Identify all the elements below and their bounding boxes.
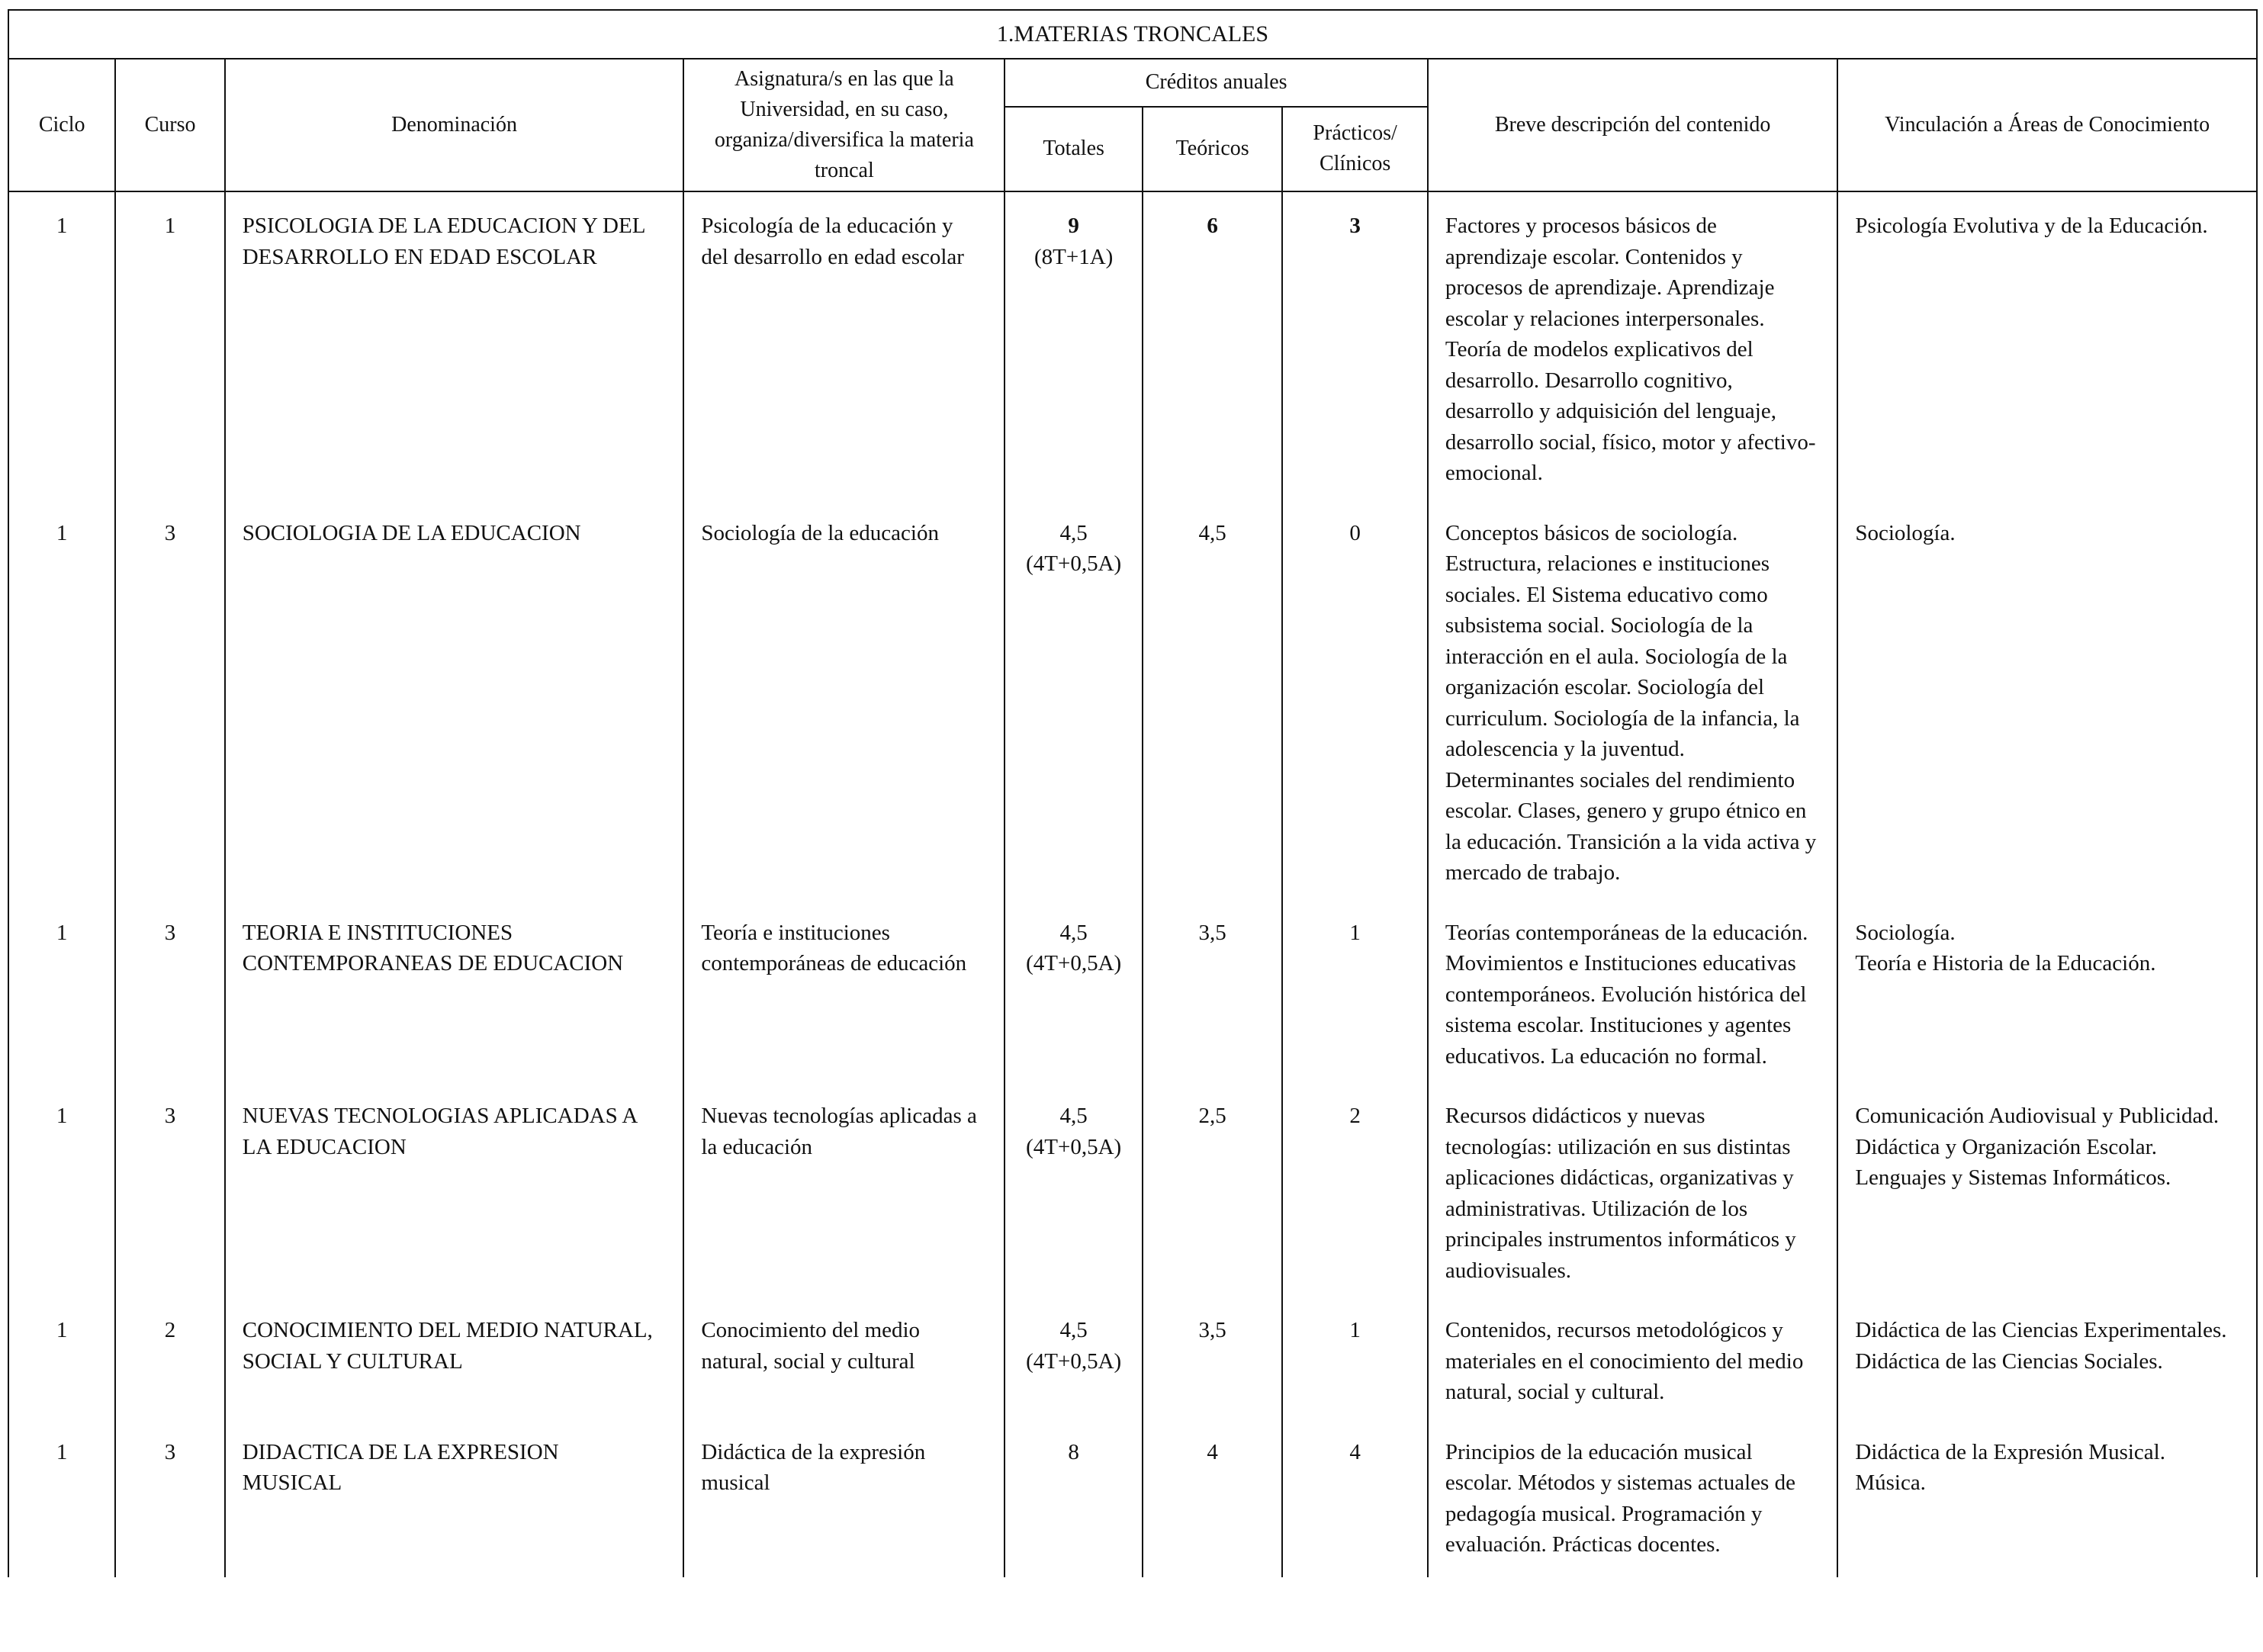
totales-detail: (4T+0,5A): [1026, 1348, 1122, 1374]
denominacion-cell: DIDACTICA DE LA EXPRESION MUSICAL: [225, 1419, 684, 1577]
totales-cell: [1005, 899, 1142, 1083]
header-totales: Totales: [1005, 107, 1142, 191]
descripcion-cell: Teorías contemporáneas de la educación. Movimientos e Instituciones educativas contemporáneos. Evolución histórica del sistema escolar. Instituciones y agentes educativos. La educación no formal.: [1428, 899, 1837, 1083]
practicos-cell: 4: [1282, 1419, 1428, 1577]
materias-troncales-table: [8, 9, 2258, 1577]
totales-value: 9: [1068, 214, 1079, 238]
area-conocimiento: Sociología.: [1855, 920, 1956, 945]
teoricos-cell: 2,5: [1143, 1082, 1282, 1297]
descripcion-cell: Contenidos, recursos metodológicos y materiales en el conocimiento del medio natural, social y cultural.: [1428, 1297, 1837, 1419]
ciclo-cell: 1: [8, 1419, 115, 1577]
table-title: 1.MATERIAS TRONCALES: [8, 10, 2257, 59]
practicos-cell: 1: [1282, 1297, 1428, 1419]
asignatura-cell: Sociología de la educación: [683, 500, 1005, 899]
totales-value: 4,5: [1059, 1318, 1088, 1342]
descripcion-cell: Factores y procesos básicos de aprendizaje escolar. Contenidos y procesos de aprendizaje. Aprendizaje escolar y relaciones interpersonales. Teoría de modelos explicativos del desarrollo. Desarrollo cognitivo, desarrollo y adquisición del lenguaje, desarrollo social, físico, motor y afectivo-emocional.: [1428, 191, 1837, 500]
table-row: [8, 1297, 2257, 1419]
practicos-cell: 3: [1282, 191, 1428, 500]
area-conocimiento: Didáctica y Organización Escolar.: [1855, 1134, 2157, 1159]
practicos-cell: 0: [1282, 500, 1428, 899]
totales-value: 4,5: [1059, 1104, 1088, 1128]
vinculacion-cell: [1837, 1297, 2257, 1419]
totales-detail: (8T+1A): [1034, 244, 1114, 269]
curso-cell: 2: [115, 1297, 224, 1419]
curso-cell: 3: [115, 899, 224, 1083]
totales-cell: [1005, 1297, 1142, 1419]
header-descripcion: Breve descripción del contenido: [1428, 59, 1837, 191]
area-conocimiento: Didáctica de las Ciencias Sociales.: [1855, 1348, 2163, 1374]
table-row: [8, 1082, 2257, 1297]
table-body: [8, 191, 2257, 1577]
asignatura-cell: Conocimiento del medio natural, social y cultural: [683, 1297, 1005, 1419]
asignatura-cell: Teoría e instituciones contemporáneas de educación: [683, 899, 1005, 1083]
totales-cell: [1005, 500, 1142, 899]
vinculacion-cell: [1837, 191, 2257, 500]
practicos-cell: 2: [1282, 1082, 1428, 1297]
table-row: [8, 500, 2257, 899]
descripcion-cell: Conceptos básicos de sociología. Estructura, relaciones e instituciones sociales. El Sistema educativo como subsistema social. Sociología de la interacción en el aula. Sociología de la organización escolar. Sociología del curriculum. Sociología de la infancia, la adolescencia y la juventud. Determinantes sociales del rendimiento escolar. Clases, genero y grupo étnico en la educación. Transición a la vida activa y mercado de trabajo.: [1428, 500, 1837, 899]
area-conocimiento: Lenguajes y Sistemas Informáticos.: [1855, 1165, 2171, 1190]
vinculacion-cell: [1837, 1419, 2257, 1577]
teoricos-cell: 3,5: [1143, 1297, 1282, 1419]
header-vinculacion: Vinculación a Áreas de Conocimiento: [1837, 59, 2257, 191]
teoricos-cell: 3,5: [1143, 899, 1282, 1083]
totales-value: 4,5: [1059, 520, 1088, 545]
table-row: [8, 1419, 2257, 1577]
ciclo-cell: 1: [8, 191, 115, 500]
header-denominacion: Denominación: [225, 59, 684, 191]
teoricos-cell: 4: [1143, 1419, 1282, 1577]
header-ciclo: Ciclo: [8, 59, 115, 191]
asignatura-cell: Psicología de la educación y del desarrollo en edad escolar: [683, 191, 1005, 500]
denominacion-cell: SOCIOLOGIA DE LA EDUCACION: [225, 500, 684, 899]
area-conocimiento: Sociología.: [1855, 520, 1956, 545]
totales-detail: (4T+0,5A): [1026, 1134, 1122, 1159]
table-row: [8, 191, 2257, 500]
header-teoricos: Teóricos: [1143, 107, 1282, 191]
area-conocimiento: Didáctica de la Expresión Musical.: [1855, 1439, 2165, 1464]
header-curso: Curso: [115, 59, 224, 191]
denominacion-cell: CONOCIMIENTO DEL MEDIO NATURAL, SOCIAL Y CULTURAL: [225, 1297, 684, 1419]
header-creditos-anuales: Créditos anuales: [1005, 59, 1427, 107]
document-page: [8, 9, 2258, 1577]
asignatura-cell: Nuevas tecnologías aplicadas a la educación: [683, 1082, 1005, 1297]
asignatura-cell: Didáctica de la expresión musical: [683, 1419, 1005, 1577]
area-conocimiento: Teoría e Historia de la Educación.: [1855, 951, 2156, 975]
denominacion-cell: PSICOLOGIA DE LA EDUCACION Y DEL DESARROLLO EN EDAD ESCOLAR: [225, 191, 684, 500]
practicos-cell: 1: [1282, 899, 1428, 1083]
header-asignaturas: Asignatura/s en las que la Universidad, en su caso, organiza/diversifica la materia troncal: [683, 59, 1005, 191]
vinculacion-cell: [1837, 899, 2257, 1083]
curso-cell: 3: [115, 1419, 224, 1577]
vinculacion-cell: [1837, 1082, 2257, 1297]
area-conocimiento: Música.: [1855, 1470, 1926, 1495]
ciclo-cell: 1: [8, 1297, 115, 1419]
ciclo-cell: 1: [8, 1082, 115, 1297]
curso-cell: 3: [115, 1082, 224, 1297]
totales-cell: [1005, 1419, 1142, 1577]
area-conocimiento: Comunicación Audiovisual y Publicidad.: [1855, 1104, 2220, 1128]
teoricos-cell: 4,5: [1143, 500, 1282, 899]
area-conocimiento: Didáctica de las Ciencias Experimentales.: [1855, 1318, 2227, 1342]
curso-cell: 1: [115, 191, 224, 500]
totales-cell: [1005, 1082, 1142, 1297]
teoricos-cell: 6: [1143, 191, 1282, 500]
table-row: [8, 899, 2257, 1083]
denominacion-cell: TEORIA E INSTITUCIONES CONTEMPORANEAS DE EDUCACION: [225, 899, 684, 1083]
area-conocimiento: Psicología Evolutiva y de la Educación.: [1855, 214, 2208, 238]
totales-detail: (4T+0,5A): [1026, 951, 1122, 975]
totales-detail: (4T+0,5A): [1026, 551, 1122, 576]
totales-cell: [1005, 191, 1142, 500]
curso-cell: 3: [115, 500, 224, 899]
ciclo-cell: 1: [8, 899, 115, 1083]
ciclo-cell: 1: [8, 500, 115, 899]
denominacion-cell: NUEVAS TECNOLOGIAS APLICADAS A LA EDUCACION: [225, 1082, 684, 1297]
vinculacion-cell: [1837, 500, 2257, 899]
header-practicos: Prácticos/ Clínicos: [1282, 107, 1428, 191]
totales-value: 8: [1068, 1439, 1079, 1464]
descripcion-cell: Principios de la educación musical escolar. Métodos y sistemas actuales de pedagogía musical. Programación y evaluación. Prácticas docentes.: [1428, 1419, 1837, 1577]
totales-value: 4,5: [1059, 920, 1088, 945]
descripcion-cell: Recursos didácticos y nuevas tecnologías: utilización en sus distintas aplicaciones didácticas, organizativas y administrativas. Utilización de los principales instrumentos informáticos y audiovisuales.: [1428, 1082, 1837, 1297]
